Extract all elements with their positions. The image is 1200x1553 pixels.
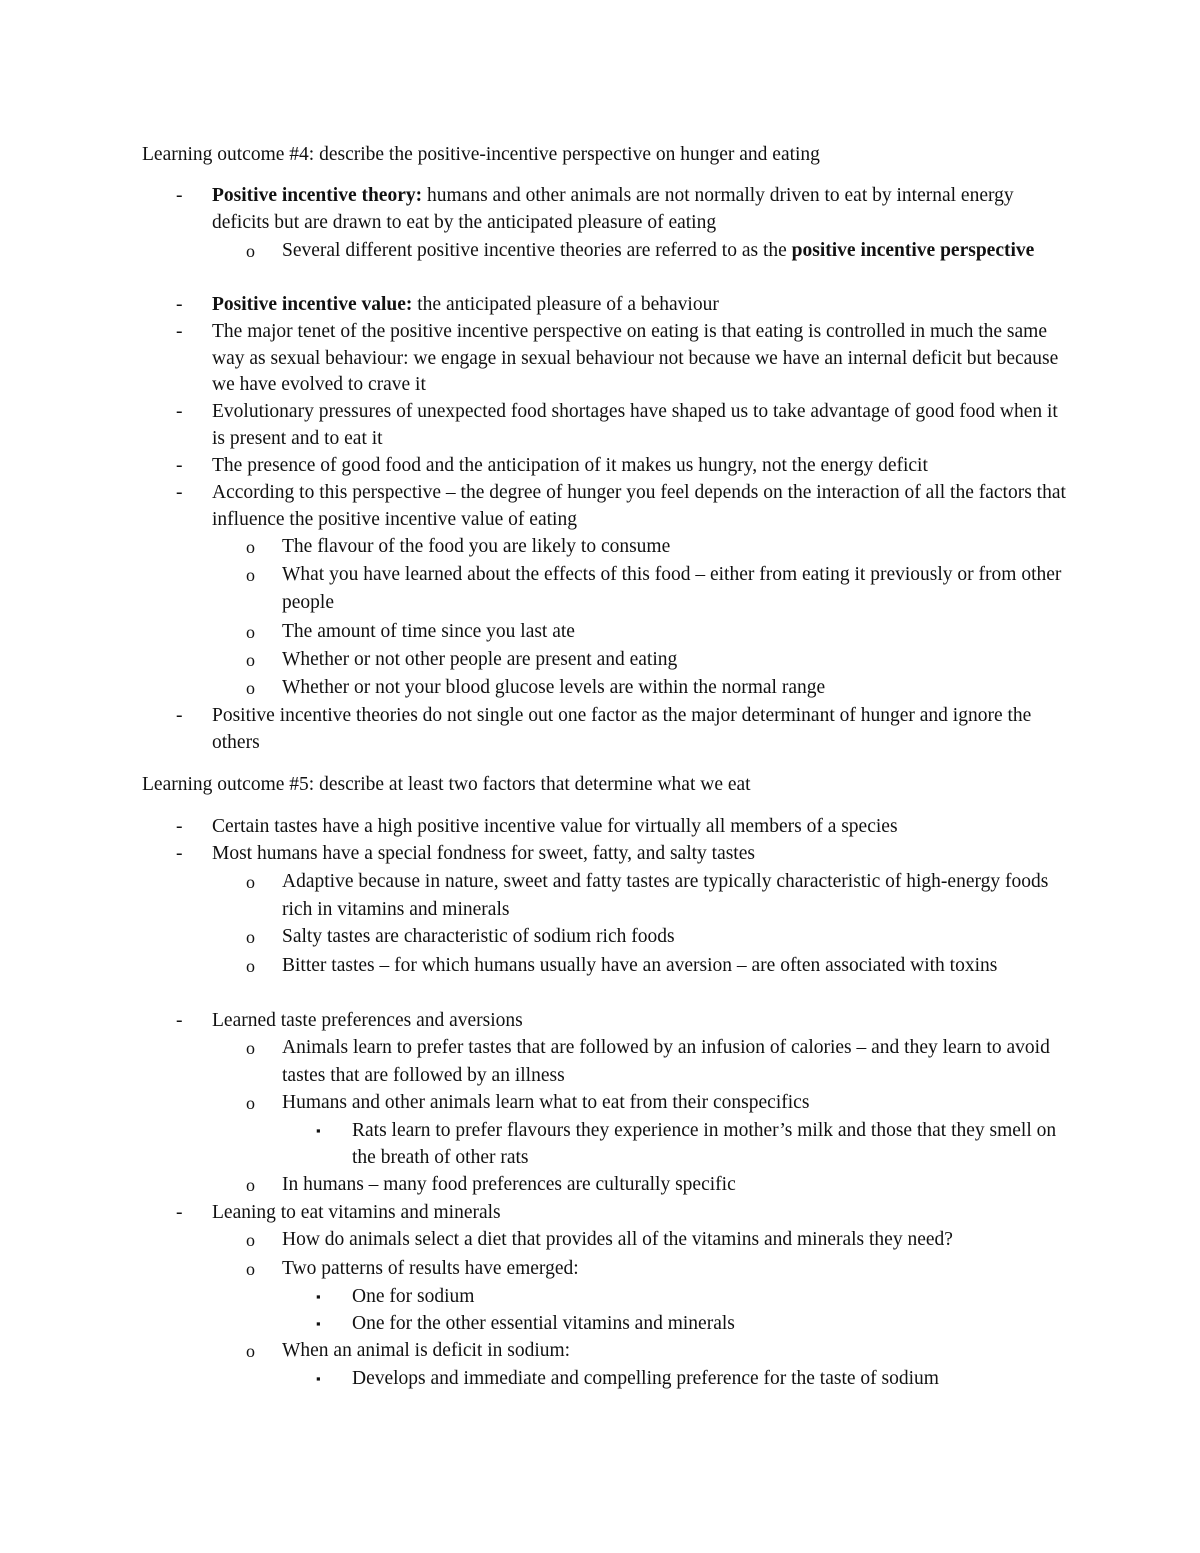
list-item xyxy=(176,814,1072,841)
circle-marker: o xyxy=(246,1175,255,1195)
circle-marker: o xyxy=(246,622,255,642)
circle-marker: o xyxy=(246,537,255,557)
item-text: One for sodium xyxy=(352,1286,475,1307)
dash-marker: - xyxy=(176,455,183,476)
list-item xyxy=(246,674,1072,702)
item-text: the anticipated pleasure of a behaviour xyxy=(412,294,719,315)
list-item xyxy=(246,1171,1072,1199)
dash-marker: - xyxy=(176,1202,183,1223)
square-marker: ▪ xyxy=(316,1371,321,1386)
item-text: Animals learn to prefer tastes that are followed by an infusion of calories – and they learn to avoid tastes that are followed by an illness xyxy=(282,1037,1050,1086)
item-text: Leaning to eat vitamins and minerals xyxy=(212,1202,501,1223)
term-bold: positive incentive perspective xyxy=(791,240,1035,261)
item-text: Certain tastes have a high positive incentive value for virtually all members of a species xyxy=(212,816,898,837)
list-item xyxy=(176,453,1072,480)
list-item xyxy=(176,319,1072,399)
circle-marker: o xyxy=(246,1341,255,1361)
list-item xyxy=(176,292,1072,319)
section-4-heading: Learning outcome #4: describe the positive-incentive perspective on hunger and eating xyxy=(142,144,820,165)
list-item xyxy=(246,923,1072,951)
list-item xyxy=(246,1226,1072,1254)
list-item xyxy=(316,1284,1072,1311)
list-item xyxy=(176,399,1072,452)
list-item xyxy=(246,1337,1072,1365)
list-item xyxy=(176,183,1072,236)
item-text: The presence of good food and the anticipation of it makes us hungry, not the energy deficit xyxy=(212,455,928,476)
list-item xyxy=(246,952,1072,980)
item-text: One for the other essential vitamins and minerals xyxy=(352,1313,735,1334)
list-item xyxy=(176,1008,1072,1035)
list-item xyxy=(316,1311,1072,1338)
square-marker: ▪ xyxy=(316,1289,321,1304)
item-text: When an animal is deficit in sodium: xyxy=(282,1340,571,1361)
list-item xyxy=(176,841,1072,868)
item-text: In humans – many food preferences are culturally specific xyxy=(282,1174,736,1195)
item-text: The flavour of the food you are likely to consume xyxy=(282,536,671,557)
list-item xyxy=(246,1089,1072,1117)
item-text: humans and other animals are not normally driven to eat by internal energy deficits but are drawn to eat by the anticipated pleasure of eating xyxy=(212,185,1014,233)
item-text: Positive incentive theories do not single out one factor as the major determinant of hunger and ignore the others xyxy=(212,705,1032,753)
circle-marker: o xyxy=(246,927,255,947)
dash-marker: - xyxy=(176,482,183,503)
item-text: Humans and other animals learn what to eat from their conspecifics xyxy=(282,1092,810,1113)
item-text: The major tenet of the positive incentive perspective on eating is that eating is controlled in much the same way as sexual behaviour: we engage in sexual behaviour not because we have an internal deficit but because we have evolved to crave it xyxy=(212,321,1059,395)
item-text: Salty tastes are characteristic of sodium rich foods xyxy=(282,926,675,947)
list-item xyxy=(246,646,1072,674)
item-text: How do animals select a diet that provides all of the vitamins and minerals they need? xyxy=(282,1229,953,1250)
list-item xyxy=(176,480,1072,533)
circle-marker: o xyxy=(246,872,255,892)
circle-marker: o xyxy=(246,678,255,698)
circle-marker: o xyxy=(246,1093,255,1113)
dash-marker: - xyxy=(176,816,183,837)
circle-marker: o xyxy=(246,1259,255,1279)
list-item xyxy=(316,1366,1072,1393)
list-item xyxy=(176,1200,1072,1227)
item-text: Develops and immediate and compelling preference for the taste of sodium xyxy=(352,1368,939,1389)
square-marker: ▪ xyxy=(316,1123,321,1138)
dash-marker: - xyxy=(176,1010,183,1031)
item-text: Learned taste preferences and aversions xyxy=(212,1010,523,1031)
dash-marker: - xyxy=(176,185,183,206)
item-text: Whether or not your blood glucose levels are within the normal range xyxy=(282,677,826,698)
item-text: The amount of time since you last ate xyxy=(282,621,575,642)
square-marker: ▪ xyxy=(316,1316,321,1331)
circle-marker: o xyxy=(246,650,255,670)
item-text: Two patterns of results have emerged: xyxy=(282,1258,579,1279)
list-item xyxy=(246,868,1072,924)
circle-marker: o xyxy=(246,1230,255,1250)
dash-marker: - xyxy=(176,843,183,864)
term-bold: Positive incentive value: xyxy=(212,294,413,315)
dash-marker: - xyxy=(176,705,183,726)
item-text: Whether or not other people are present and eating xyxy=(282,649,678,670)
list-item xyxy=(316,1118,1072,1171)
list-item xyxy=(246,618,1072,646)
item-text: What you have learned about the effects of this food – either from eating it previously or from other people xyxy=(282,564,1062,613)
item-text: Several different positive incentive theories are referred to as the xyxy=(282,240,792,261)
list-item xyxy=(246,533,1072,561)
list-item xyxy=(176,703,1072,756)
circle-marker: o xyxy=(246,565,255,585)
dash-marker: - xyxy=(176,321,183,342)
term-bold: Positive incentive theory: xyxy=(212,185,423,206)
item-text: Rats learn to prefer flavours they experience in mother’s milk and those that they smell on the breath of other rats xyxy=(352,1120,1057,1168)
list-item xyxy=(246,237,1072,265)
circle-marker: o xyxy=(246,1038,255,1058)
dash-marker: - xyxy=(176,294,183,315)
list-item xyxy=(246,1034,1072,1090)
item-text: According to this perspective – the degree of hunger you feel depends on the interaction of all the factors that influence the positive incentive value of eating xyxy=(212,482,1066,530)
list-item xyxy=(246,1255,1072,1283)
item-text: Evolutionary pressures of unexpected food shortages have shaped us to take advantage of good food when it is present and to eat it xyxy=(212,401,1058,449)
list-item xyxy=(246,561,1072,617)
item-text: Bitter tastes – for which humans usually have an aversion – are often associated with toxins xyxy=(282,955,998,976)
item-text: Adaptive because in nature, sweet and fatty tastes are typically characteristic of high-energy foods rich in vitamins and minerals xyxy=(282,871,1049,920)
circle-marker: o xyxy=(246,241,255,261)
section-5-heading: Learning outcome #5: describe at least two factors that determine what we eat xyxy=(142,774,751,795)
circle-marker: o xyxy=(246,956,255,976)
item-text: Most humans have a special fondness for sweet, fatty, and salty tastes xyxy=(212,843,755,864)
dash-marker: - xyxy=(176,401,183,422)
